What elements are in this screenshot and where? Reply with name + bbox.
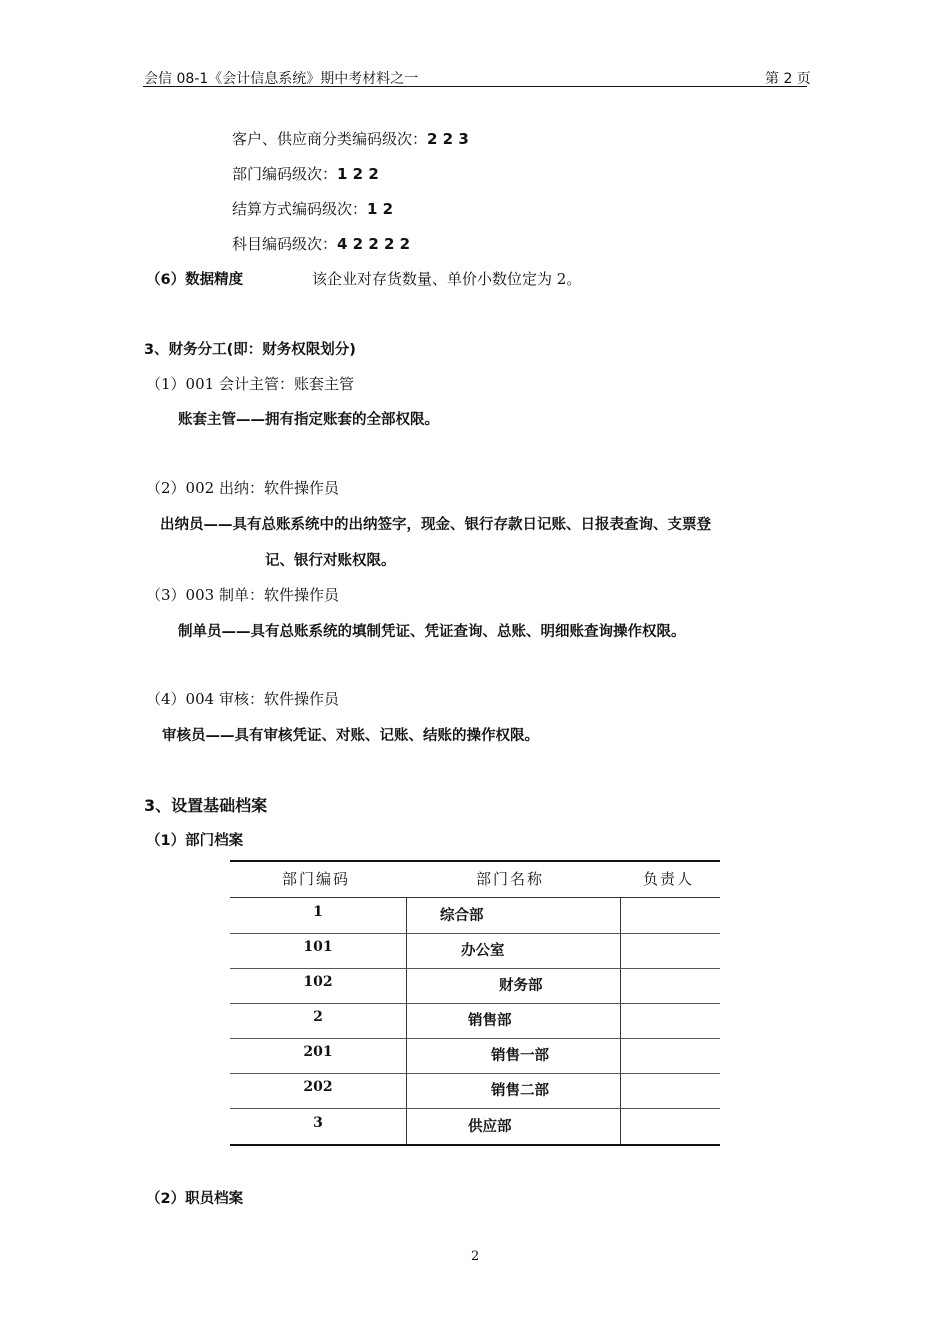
table-row-rule [230,933,720,934]
table-header-rule [230,897,720,898]
role-head-003: （3）003 制单：软件操作员 [146,586,339,604]
coding-label: 客户、供应商分类编码级次： [232,130,428,148]
header-rule [143,86,807,87]
table-bottom-rule [230,1144,720,1146]
col-header-manager: 负责人 [643,870,695,888]
role-desc-003: 制单员——具有总账系统的填制凭证、凭证查询、总账、明细账查询操作权限。 [178,624,686,640]
dept-code: 1 [313,904,323,920]
col-header-code: 部门编码 [282,870,351,888]
table-row-rule [230,1038,720,1039]
table-row-rule [230,1073,720,1074]
coding-value: 1 2 2 [337,165,379,183]
dept-name: 供应部 [468,1119,512,1135]
table-top-rule [230,860,720,862]
table-row-rule [230,968,720,969]
dept-name: 综合部 [440,908,484,924]
dept-code: 101 [303,939,333,955]
dept-name: 销售一部 [491,1048,549,1064]
role-desc-002: 出纳员——具有总账系统中的出纳签字，现金、银行存款日记账、日报表查询、支票登 [160,517,711,533]
dept-name: 销售部 [468,1013,512,1029]
table-row-rule [230,1108,720,1109]
header-title: 会信 08-1《会计信息系统》期中考材料之一 [144,71,419,87]
dept-name: 财务部 [499,978,543,994]
dept-code: 202 [303,1079,333,1095]
role-desc-004: 审核员——具有审核凭证、对账、记账、结账的操作权限。 [162,728,539,744]
role-desc-002-cont: 记、银行对账权限。 [265,553,396,569]
coding-value: 4 2 2 2 2 [337,235,411,253]
role-head-004: （4）004 审核：软件操作员 [146,690,339,708]
dept-name: 销售二部 [491,1083,549,1099]
dept-code: 2 [313,1009,323,1025]
col-header-name: 部门名称 [476,870,545,888]
precision-label: （6）数据精度 [146,272,244,288]
dept-code: 3 [313,1115,323,1131]
coding-line-settlement [232,198,393,219]
precision-text: 该企业对存货数量、单价小数位定为 2。 [312,270,582,288]
dept-code: 102 [303,974,333,990]
header-page-label: 第 2 页 [765,71,811,87]
coding-line-account [232,233,410,254]
role-desc-001: 账套主管——拥有指定账套的全部权限。 [178,412,439,428]
coding-label: 结算方式编码级次： [232,200,368,218]
coding-line-dept [232,163,379,184]
coding-label: 部门编码级次： [232,165,338,183]
page-number: 2 [471,1249,480,1264]
dept-code: 201 [303,1044,333,1060]
role-head-001: （1）001 会计主管：账套主管 [146,375,354,393]
dept-name: 办公室 [461,943,505,959]
coding-value: 2 2 3 [427,130,469,148]
section-archive-title: 3、设置基础档案 [144,796,268,815]
table-row-rule [230,1003,720,1004]
coding-line-customer [232,128,469,149]
coding-label: 科目编码级次： [232,235,338,253]
staff-archive-title: （2）职员档案 [146,1191,244,1207]
role-head-002: （2）002 出纳：软件操作员 [146,479,339,497]
coding-value: 1 2 [367,200,394,218]
section-finance-title: 3、财务分工(即：财务权限划分) [144,342,356,358]
dept-archive-title: （1）部门档案 [146,833,244,849]
